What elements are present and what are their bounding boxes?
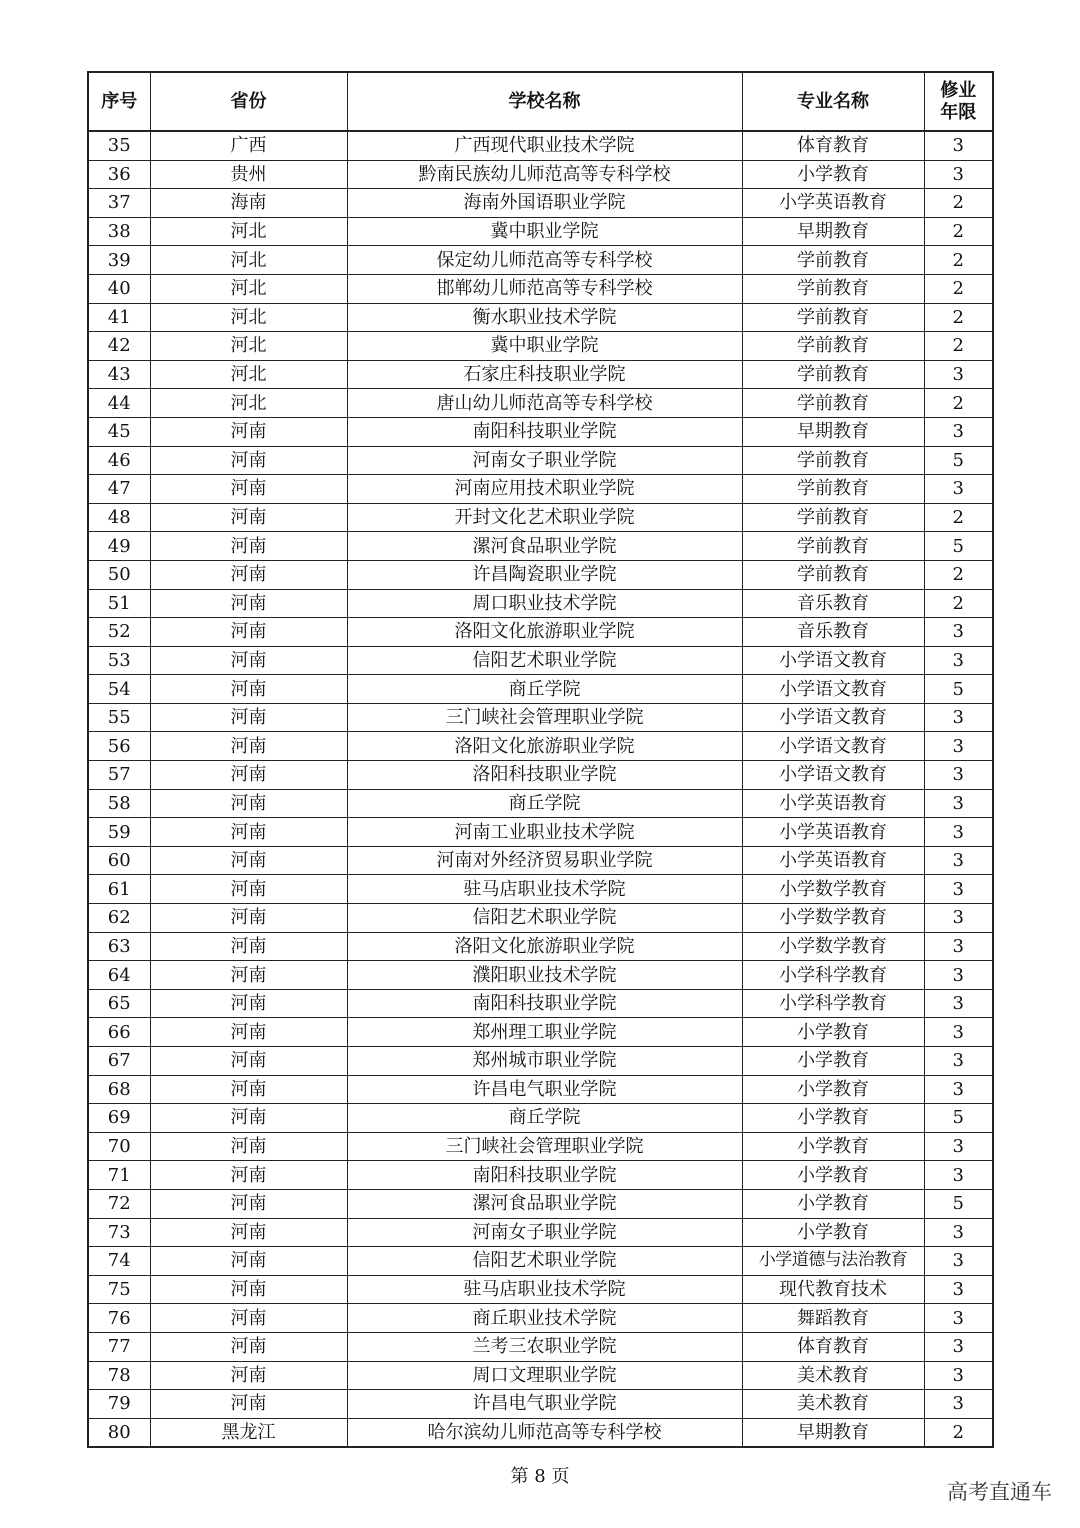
cell-years: 5 — [924, 675, 993, 704]
cell-school: 洛阳文化旅游职业学院 — [347, 618, 742, 647]
cell-years: 2 — [924, 246, 993, 275]
table-row — [88, 160, 993, 189]
cell-major: 学前教育 — [742, 274, 924, 303]
cell-school: 三门峡社会管理职业学院 — [347, 1132, 742, 1161]
watermark: 高考直通车 — [947, 1480, 1052, 1504]
cell-province: 河南 — [150, 675, 347, 704]
cell-school: 周口文理职业学院 — [347, 1361, 742, 1390]
cell-school: 郑州城市职业学院 — [347, 1047, 742, 1076]
cell-school: 兰考三农职业学院 — [347, 1332, 742, 1361]
cell-years: 2 — [924, 303, 993, 332]
cell-school: 哈尔滨幼儿师范高等专科学校 — [347, 1418, 742, 1447]
table-row — [88, 475, 993, 504]
cell-major: 美术教育 — [742, 1361, 924, 1390]
table-row — [88, 989, 993, 1018]
cell-province: 河北 — [150, 246, 347, 275]
cell-years: 3 — [924, 1361, 993, 1390]
table-row — [88, 217, 993, 246]
cell-province: 河南 — [150, 560, 347, 589]
cell-major: 早期教育 — [742, 1418, 924, 1447]
cell-school: 驻马店职业技术学院 — [347, 875, 742, 904]
table-header — [88, 72, 993, 131]
cell-seq: 35 — [88, 131, 150, 160]
cell-major: 学前教育 — [742, 332, 924, 361]
table-row — [88, 846, 993, 875]
cell-province: 河南 — [150, 589, 347, 618]
cell-major: 小学语文教育 — [742, 761, 924, 790]
table-row — [88, 503, 993, 532]
cell-school: 商丘学院 — [347, 675, 742, 704]
cell-major: 学前教育 — [742, 360, 924, 389]
cell-major: 学前教育 — [742, 246, 924, 275]
cell-years: 5 — [924, 446, 993, 475]
cell-years: 3 — [924, 417, 993, 446]
cell-school: 唐山幼儿师范高等专科学校 — [347, 389, 742, 418]
table-body — [88, 131, 993, 1447]
header-years: 修业 年限 — [924, 72, 993, 131]
cell-school: 信阳艺术职业学院 — [347, 904, 742, 933]
table-row — [88, 618, 993, 647]
header-row — [88, 72, 993, 131]
cell-years: 3 — [924, 846, 993, 875]
cell-years: 3 — [924, 160, 993, 189]
cell-school: 南阳科技职业学院 — [347, 417, 742, 446]
cell-province: 河北 — [150, 332, 347, 361]
cell-seq: 42 — [88, 332, 150, 361]
cell-seq: 50 — [88, 560, 150, 589]
cell-province: 河南 — [150, 846, 347, 875]
cell-seq: 79 — [88, 1390, 150, 1419]
cell-seq: 44 — [88, 389, 150, 418]
cell-province: 河南 — [150, 1304, 347, 1333]
cell-major: 学前教育 — [742, 303, 924, 332]
cell-seq: 66 — [88, 1018, 150, 1047]
table-row — [88, 389, 993, 418]
cell-seq: 36 — [88, 160, 150, 189]
cell-province: 河南 — [150, 904, 347, 933]
cell-years: 5 — [924, 1189, 993, 1218]
cell-seq: 41 — [88, 303, 150, 332]
cell-province: 贵州 — [150, 160, 347, 189]
cell-province: 河南 — [150, 532, 347, 561]
cell-province: 河南 — [150, 1161, 347, 1190]
table-row — [88, 875, 993, 904]
cell-years: 3 — [924, 875, 993, 904]
cell-major: 体育教育 — [742, 1332, 924, 1361]
table-row — [88, 675, 993, 704]
cell-school: 许昌陶瓷职业学院 — [347, 560, 742, 589]
table-row — [88, 532, 993, 561]
cell-major: 小学科学教育 — [742, 989, 924, 1018]
cell-years: 3 — [924, 904, 993, 933]
cell-seq: 68 — [88, 1075, 150, 1104]
cell-major: 小学数学教育 — [742, 875, 924, 904]
cell-school: 南阳科技职业学院 — [347, 989, 742, 1018]
cell-seq: 65 — [88, 989, 150, 1018]
cell-seq: 69 — [88, 1104, 150, 1133]
cell-seq: 47 — [88, 475, 150, 504]
cell-years: 2 — [924, 389, 993, 418]
cell-school: 河南工业职业技术学院 — [347, 818, 742, 847]
cell-province: 河南 — [150, 1361, 347, 1390]
cell-major: 小学数学教育 — [742, 904, 924, 933]
cell-major: 学前教育 — [742, 446, 924, 475]
cell-seq: 43 — [88, 360, 150, 389]
cell-province: 河南 — [150, 1390, 347, 1419]
table-row — [88, 274, 993, 303]
cell-years: 3 — [924, 360, 993, 389]
cell-major: 学前教育 — [742, 389, 924, 418]
cell-major: 小学教育 — [742, 1104, 924, 1133]
cell-school: 冀中职业学院 — [347, 217, 742, 246]
cell-seq: 58 — [88, 789, 150, 818]
cell-major: 舞蹈教育 — [742, 1304, 924, 1333]
table-row — [88, 732, 993, 761]
cell-years: 2 — [924, 189, 993, 218]
cell-years: 3 — [924, 732, 993, 761]
cell-school: 保定幼儿师范高等专科学校 — [347, 246, 742, 275]
table-row — [88, 646, 993, 675]
header-school: 学校名称 — [347, 72, 742, 131]
table-row — [88, 1104, 993, 1133]
cell-years: 3 — [924, 1161, 993, 1190]
cell-seq: 52 — [88, 618, 150, 647]
cell-school: 信阳艺术职业学院 — [347, 1247, 742, 1276]
cell-major: 小学教育 — [742, 1161, 924, 1190]
cell-years: 5 — [924, 532, 993, 561]
table-row — [88, 1075, 993, 1104]
cell-years: 3 — [924, 1075, 993, 1104]
table-row — [88, 189, 993, 218]
cell-major: 小学英语教育 — [742, 189, 924, 218]
cell-seq: 74 — [88, 1247, 150, 1276]
cell-seq: 59 — [88, 818, 150, 847]
cell-seq: 77 — [88, 1332, 150, 1361]
cell-years: 3 — [924, 932, 993, 961]
cell-province: 河南 — [150, 961, 347, 990]
cell-province: 河北 — [150, 303, 347, 332]
table-row — [88, 1332, 993, 1361]
table-row — [88, 904, 993, 933]
cell-school: 黔南民族幼儿师范高等专科学校 — [347, 160, 742, 189]
cell-province: 河南 — [150, 1132, 347, 1161]
cell-seq: 61 — [88, 875, 150, 904]
cell-province: 河南 — [150, 618, 347, 647]
cell-major: 小学英语教育 — [742, 846, 924, 875]
cell-school: 漯河食品职业学院 — [347, 532, 742, 561]
cell-province: 河南 — [150, 475, 347, 504]
cell-province: 河北 — [150, 360, 347, 389]
cell-province: 河南 — [150, 732, 347, 761]
cell-school: 洛阳科技职业学院 — [347, 761, 742, 790]
cell-school: 洛阳文化旅游职业学院 — [347, 732, 742, 761]
cell-seq: 60 — [88, 846, 150, 875]
cell-major: 小学科学教育 — [742, 961, 924, 990]
cell-major: 早期教育 — [742, 417, 924, 446]
cell-major: 小学教育 — [742, 1218, 924, 1247]
cell-years: 2 — [924, 274, 993, 303]
cell-seq: 46 — [88, 446, 150, 475]
cell-major: 体育教育 — [742, 131, 924, 160]
cell-school: 河南对外经济贸易职业学院 — [347, 846, 742, 875]
cell-years: 2 — [924, 589, 993, 618]
cell-school: 河南应用技术职业学院 — [347, 475, 742, 504]
cell-province: 河南 — [150, 818, 347, 847]
cell-years: 3 — [924, 989, 993, 1018]
cell-province: 河南 — [150, 989, 347, 1018]
cell-school: 商丘职业技术学院 — [347, 1304, 742, 1333]
cell-province: 河南 — [150, 503, 347, 532]
cell-province: 河北 — [150, 389, 347, 418]
table-row — [88, 818, 993, 847]
cell-years: 3 — [924, 818, 993, 847]
cell-years: 3 — [924, 1132, 993, 1161]
cell-major: 小学教育 — [742, 1132, 924, 1161]
header-seq: 序号 — [88, 72, 150, 131]
cell-seq: 72 — [88, 1189, 150, 1218]
table-row — [88, 1047, 993, 1076]
cell-school: 漯河食品职业学院 — [347, 1189, 742, 1218]
cell-school: 河南女子职业学院 — [347, 1218, 742, 1247]
page-number: 第 8 页 — [510, 1466, 570, 1487]
cell-major: 早期教育 — [742, 217, 924, 246]
cell-years: 3 — [924, 703, 993, 732]
cell-major: 小学英语教育 — [742, 789, 924, 818]
cell-seq: 70 — [88, 1132, 150, 1161]
cell-school: 海南外国语职业学院 — [347, 189, 742, 218]
cell-major: 美术教育 — [742, 1390, 924, 1419]
cell-school: 三门峡社会管理职业学院 — [347, 703, 742, 732]
table-row — [88, 1132, 993, 1161]
cell-seq: 51 — [88, 589, 150, 618]
cell-seq: 57 — [88, 761, 150, 790]
cell-years: 3 — [924, 1018, 993, 1047]
cell-seq: 56 — [88, 732, 150, 761]
cell-province: 海南 — [150, 189, 347, 218]
cell-major: 小学语文教育 — [742, 732, 924, 761]
cell-major: 学前教育 — [742, 475, 924, 504]
cell-years: 3 — [924, 789, 993, 818]
cell-years: 3 — [924, 131, 993, 160]
cell-seq: 62 — [88, 904, 150, 933]
cell-seq: 71 — [88, 1161, 150, 1190]
cell-major: 小学教育 — [742, 160, 924, 189]
cell-major: 小学数学教育 — [742, 932, 924, 961]
cell-school: 许昌电气职业学院 — [347, 1390, 742, 1419]
table-row — [88, 961, 993, 990]
table-row — [88, 1275, 993, 1304]
cell-school: 商丘学院 — [347, 789, 742, 818]
table-row — [88, 360, 993, 389]
school-program-table — [87, 71, 994, 1448]
cell-major: 学前教育 — [742, 532, 924, 561]
cell-years: 3 — [924, 1304, 993, 1333]
cell-major: 音乐教育 — [742, 618, 924, 647]
table-row — [88, 246, 993, 275]
cell-school: 广西现代职业技术学院 — [347, 131, 742, 160]
cell-seq: 80 — [88, 1418, 150, 1447]
cell-province: 河南 — [150, 1332, 347, 1361]
cell-years: 2 — [924, 332, 993, 361]
cell-school: 许昌电气职业学院 — [347, 1075, 742, 1104]
cell-school: 濮阳职业技术学院 — [347, 961, 742, 990]
table-row — [88, 1361, 993, 1390]
cell-province: 河南 — [150, 1047, 347, 1076]
cell-years: 3 — [924, 475, 993, 504]
cell-years: 5 — [924, 1104, 993, 1133]
cell-school: 邯郸幼儿师范高等专科学校 — [347, 274, 742, 303]
cell-seq: 37 — [88, 189, 150, 218]
cell-seq: 38 — [88, 217, 150, 246]
cell-school: 郑州理工职业学院 — [347, 1018, 742, 1047]
cell-years: 3 — [924, 1390, 993, 1419]
cell-seq: 67 — [88, 1047, 150, 1076]
cell-province: 河南 — [150, 646, 347, 675]
table-row — [88, 1247, 993, 1276]
table-row — [88, 332, 993, 361]
cell-years: 2 — [924, 1418, 993, 1447]
table-row — [88, 1018, 993, 1047]
cell-province: 河南 — [150, 1075, 347, 1104]
cell-province: 河南 — [150, 1104, 347, 1133]
cell-seq: 54 — [88, 675, 150, 704]
table-row — [88, 1161, 993, 1190]
cell-major: 音乐教育 — [742, 589, 924, 618]
cell-years: 3 — [924, 1218, 993, 1247]
table-row — [88, 1218, 993, 1247]
cell-seq: 48 — [88, 503, 150, 532]
cell-school: 南阳科技职业学院 — [347, 1161, 742, 1190]
cell-years: 2 — [924, 217, 993, 246]
cell-years: 3 — [924, 646, 993, 675]
table-row — [88, 1189, 993, 1218]
cell-school: 冀中职业学院 — [347, 332, 742, 361]
cell-major: 小学教育 — [742, 1189, 924, 1218]
table-row — [88, 446, 993, 475]
cell-school: 商丘学院 — [347, 1104, 742, 1133]
table-row — [88, 303, 993, 332]
table-row — [88, 761, 993, 790]
cell-province: 河南 — [150, 1018, 347, 1047]
cell-seq: 76 — [88, 1304, 150, 1333]
cell-school: 信阳艺术职业学院 — [347, 646, 742, 675]
cell-province: 河南 — [150, 417, 347, 446]
cell-years: 2 — [924, 560, 993, 589]
cell-school: 开封文化艺术职业学院 — [347, 503, 742, 532]
cell-seq: 45 — [88, 417, 150, 446]
cell-seq: 39 — [88, 246, 150, 275]
cell-major: 学前教育 — [742, 560, 924, 589]
cell-school: 洛阳文化旅游职业学院 — [347, 932, 742, 961]
cell-major: 小学英语教育 — [742, 818, 924, 847]
cell-major: 小学教育 — [742, 1018, 924, 1047]
cell-province: 河南 — [150, 1247, 347, 1276]
table-row — [88, 1418, 993, 1447]
cell-seq: 73 — [88, 1218, 150, 1247]
cell-years: 3 — [924, 1275, 993, 1304]
cell-major: 小学语文教育 — [742, 675, 924, 704]
cell-years: 3 — [924, 618, 993, 647]
table-row — [88, 1304, 993, 1333]
cell-province: 河南 — [150, 761, 347, 790]
cell-seq: 75 — [88, 1275, 150, 1304]
cell-years: 3 — [924, 1332, 993, 1361]
cell-major: 小学教育 — [742, 1047, 924, 1076]
cell-years: 3 — [924, 761, 993, 790]
cell-years: 3 — [924, 1047, 993, 1076]
table-row — [88, 131, 993, 160]
table-row — [88, 417, 993, 446]
table-row — [88, 932, 993, 961]
cell-major: 小学语文教育 — [742, 703, 924, 732]
table-row — [88, 1390, 993, 1419]
cell-seq: 78 — [88, 1361, 150, 1390]
cell-province: 河南 — [150, 1189, 347, 1218]
cell-province: 河北 — [150, 217, 347, 246]
table-row — [88, 789, 993, 818]
cell-seq: 40 — [88, 274, 150, 303]
cell-years: 3 — [924, 961, 993, 990]
cell-major: 学前教育 — [742, 503, 924, 532]
cell-years: 2 — [924, 503, 993, 532]
cell-province: 河南 — [150, 789, 347, 818]
header-major: 专业名称 — [742, 72, 924, 131]
cell-major: 小学道德与法治教育 — [742, 1247, 924, 1276]
cell-school: 衡水职业技术学院 — [347, 303, 742, 332]
cell-seq: 49 — [88, 532, 150, 561]
cell-province: 河南 — [150, 932, 347, 961]
table-row — [88, 703, 993, 732]
header-province: 省份 — [150, 72, 347, 131]
cell-province: 河北 — [150, 274, 347, 303]
cell-seq: 55 — [88, 703, 150, 732]
cell-major: 小学语文教育 — [742, 646, 924, 675]
cell-seq: 53 — [88, 646, 150, 675]
cell-major: 小学教育 — [742, 1075, 924, 1104]
cell-province: 河南 — [150, 446, 347, 475]
cell-province: 河南 — [150, 703, 347, 732]
cell-school: 河南女子职业学院 — [347, 446, 742, 475]
cell-seq: 63 — [88, 932, 150, 961]
table-row — [88, 589, 993, 618]
cell-major: 现代教育技术 — [742, 1275, 924, 1304]
cell-school: 石家庄科技职业学院 — [347, 360, 742, 389]
cell-school: 驻马店职业技术学院 — [347, 1275, 742, 1304]
cell-province: 广西 — [150, 131, 347, 160]
cell-seq: 64 — [88, 961, 150, 990]
cell-province: 河南 — [150, 875, 347, 904]
cell-province: 河南 — [150, 1218, 347, 1247]
cell-province: 河南 — [150, 1275, 347, 1304]
cell-years: 3 — [924, 1247, 993, 1276]
table-row — [88, 560, 993, 589]
cell-school: 周口职业技术学院 — [347, 589, 742, 618]
cell-province: 黑龙江 — [150, 1418, 347, 1447]
